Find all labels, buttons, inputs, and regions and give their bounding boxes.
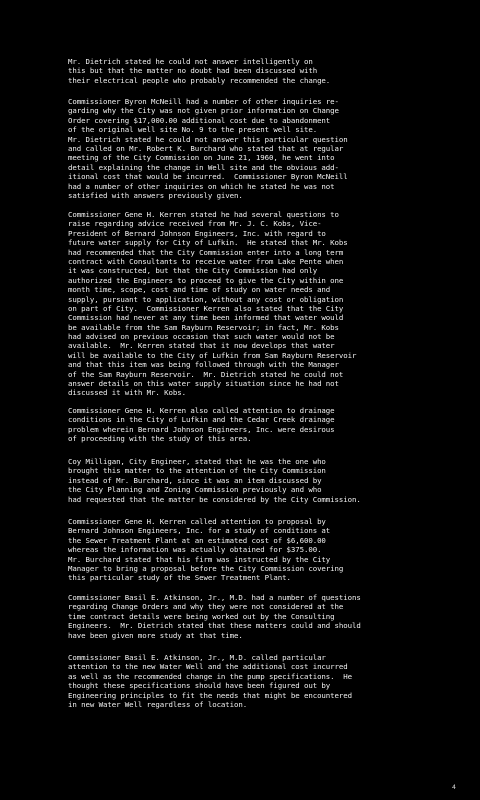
text-line: whereas the information was actually obtained for $375.00. — [68, 545, 322, 555]
text-line: thought these specifications should have been figured out by — [68, 681, 331, 691]
text-line: raise regarding advice received from Mr. J. C. Kobs, Vice- — [68, 219, 322, 229]
text-line: Commissioner Byron McNeill had a number of other inquiries re- — [68, 97, 339, 106]
text-line: brought this matter to the attention of the City Commission — [68, 466, 326, 476]
text-line: and called on Mr. Robert K. Burchard who stated that at regular — [68, 143, 344, 153]
paragraph-kerren-water-supply — [68, 210, 468, 398]
text-line: Mr. Dietrich stated he could not answer intelligently on — [68, 57, 313, 66]
text-line: itional cost that would be incurred. Commissioner Byron McNeill — [68, 172, 348, 182]
text-line: it was constructed, but that the City Commission had only — [68, 266, 318, 276]
text-line: contract with Consultants to receive water from Lake Pente when — [68, 256, 344, 266]
paragraph-atkinson-water-well — [68, 653, 468, 709]
text-line: Coy Milligan, City Engineer, stated that he was the one who — [68, 457, 326, 466]
text-line: meeting of the City Commission on June 21, 1960, he went into — [68, 153, 335, 163]
text-line: Commissioner Gene H. Kerren stated he had several questions to — [68, 210, 339, 219]
text-line: future water supply for City of Lufkin. He stated that Mr. Kobs — [68, 238, 348, 248]
text-line: Commissioner Basil E. Atkinson, Jr., M.D. had a number of questions — [68, 593, 361, 602]
text-line: of the original well site No. 9 to the present well site. — [68, 125, 318, 135]
text-line: and that this item was being followed through with the Manager — [68, 360, 339, 370]
text-line: month time, scope, cost and time of study on water needs and — [68, 285, 331, 295]
paragraph-dietrich-reply — [68, 57, 468, 85]
text-line: Mr. Burchard stated that his firm was instructed by the City — [68, 554, 331, 564]
text-line: had recommended that the City Commission enter into a long term — [68, 247, 344, 257]
text-line: had advised on previous occasion that such water would not be — [68, 332, 335, 342]
text-line: be available from the Sam Rayburn Reservoir; in fact, Mr. Kobs — [68, 322, 339, 332]
text-line: instead of Mr. Burchard, since it was an item discussed by — [68, 475, 322, 485]
text-line: this but that the matter no doubt had been discussed with — [68, 66, 318, 76]
text-line: this particular study of the Sewer Treatment Plant. — [68, 573, 291, 583]
paragraph-mcneill-inquiries — [68, 97, 468, 200]
text-line: problem wherein Bernard Johnson Engineers, Inc. were desirous — [68, 424, 335, 434]
paragraph-kerren-sewer — [68, 517, 468, 583]
text-line: conditions in the City of Lufkin and the Cedar Creek drainage — [68, 415, 335, 425]
text-line: the City Planning and Zoning Commission previously and who — [68, 485, 322, 495]
text-line: Mr. Dietrich stated he could not answer this particular question — [68, 134, 348, 144]
text-line: Manager to bring a proposal before the City Commission covering — [68, 563, 344, 573]
text-line: discussed it with Mr. Kobs. — [68, 388, 186, 398]
text-line: Bernard Johnson Engineers, Inc. for a study of conditions at — [68, 526, 331, 536]
text-line: Commissioner Gene H. Kerren also called attention to drainage — [68, 406, 335, 415]
text-line: their electrical people who probably recommended the change. — [68, 75, 331, 85]
paragraph-milligan-statement — [68, 457, 468, 504]
text-line: of proceeding with the study of this area. — [68, 434, 252, 444]
text-line: satisfied with answers previously given. — [68, 190, 243, 200]
text-line: supply, pursuant to application, without any cost or obligation — [68, 294, 344, 304]
text-line: attention to the new Water Well and the additional cost incurred — [68, 662, 348, 672]
text-line: Commission had never at any time been informed that water would — [68, 313, 344, 323]
text-line: President of Bernard Johnson Engineers, Inc. with regard to — [68, 228, 326, 238]
paragraph-atkinson-change-orders — [68, 593, 468, 640]
text-line: detail explaining the change in Well site and the obvious add- — [68, 162, 339, 172]
page-number: 4 — [452, 783, 456, 791]
text-line: as well as the recommended change in the pump specifications. He — [68, 671, 353, 681]
text-line: Engineers. Mr. Dietrich stated that these matters could and should — [68, 621, 361, 631]
text-line: Order covering $17,000.00 additional cost due to abandonment — [68, 115, 331, 125]
text-line: time contract details were being worked out by the Consulting — [68, 611, 335, 621]
text-line: had requested that the matter be considered by the City Commission. — [68, 494, 361, 504]
text-line: answer details on this water supply situation since he had not — [68, 379, 339, 389]
text-line: regarding Change Orders and why they were not considered at the — [68, 602, 344, 612]
text-line: the Sewer Treatment Plant at an estimated cost of $6,600.00 — [68, 535, 326, 545]
text-line: Engineering principles to fit the needs that might be encountered — [68, 690, 353, 700]
text-line: on part of City. Commissioner Kerren also stated that the City — [68, 303, 344, 313]
text-line: garding why the City was not given prior information on Change — [68, 106, 339, 116]
text-line: authorized the Engineers to proceed to give the City within one — [68, 275, 344, 285]
text-line: will be available to the City of Lufkin from Sam Rayburn Reservoir — [68, 350, 357, 360]
text-line: in new Water Well regardless of location. — [68, 699, 248, 709]
text-line: had a number of other inquiries on which he stated he was not — [68, 181, 335, 191]
text-line: of the Sam Rayburn Reservoir. Mr. Dietrich stated he could not — [68, 369, 344, 379]
text-line: available. Mr. Kerren stated that it now develops that water — [68, 341, 335, 351]
text-line: Commissioner Gene H. Kerren called attention to proposal by — [68, 517, 326, 526]
text-line: Commissioner Basil E. Atkinson, Jr., M.D. called particular — [68, 653, 326, 662]
paragraph-kerren-drainage — [68, 406, 468, 444]
text-line: have been given more study at that time. — [68, 630, 243, 640]
